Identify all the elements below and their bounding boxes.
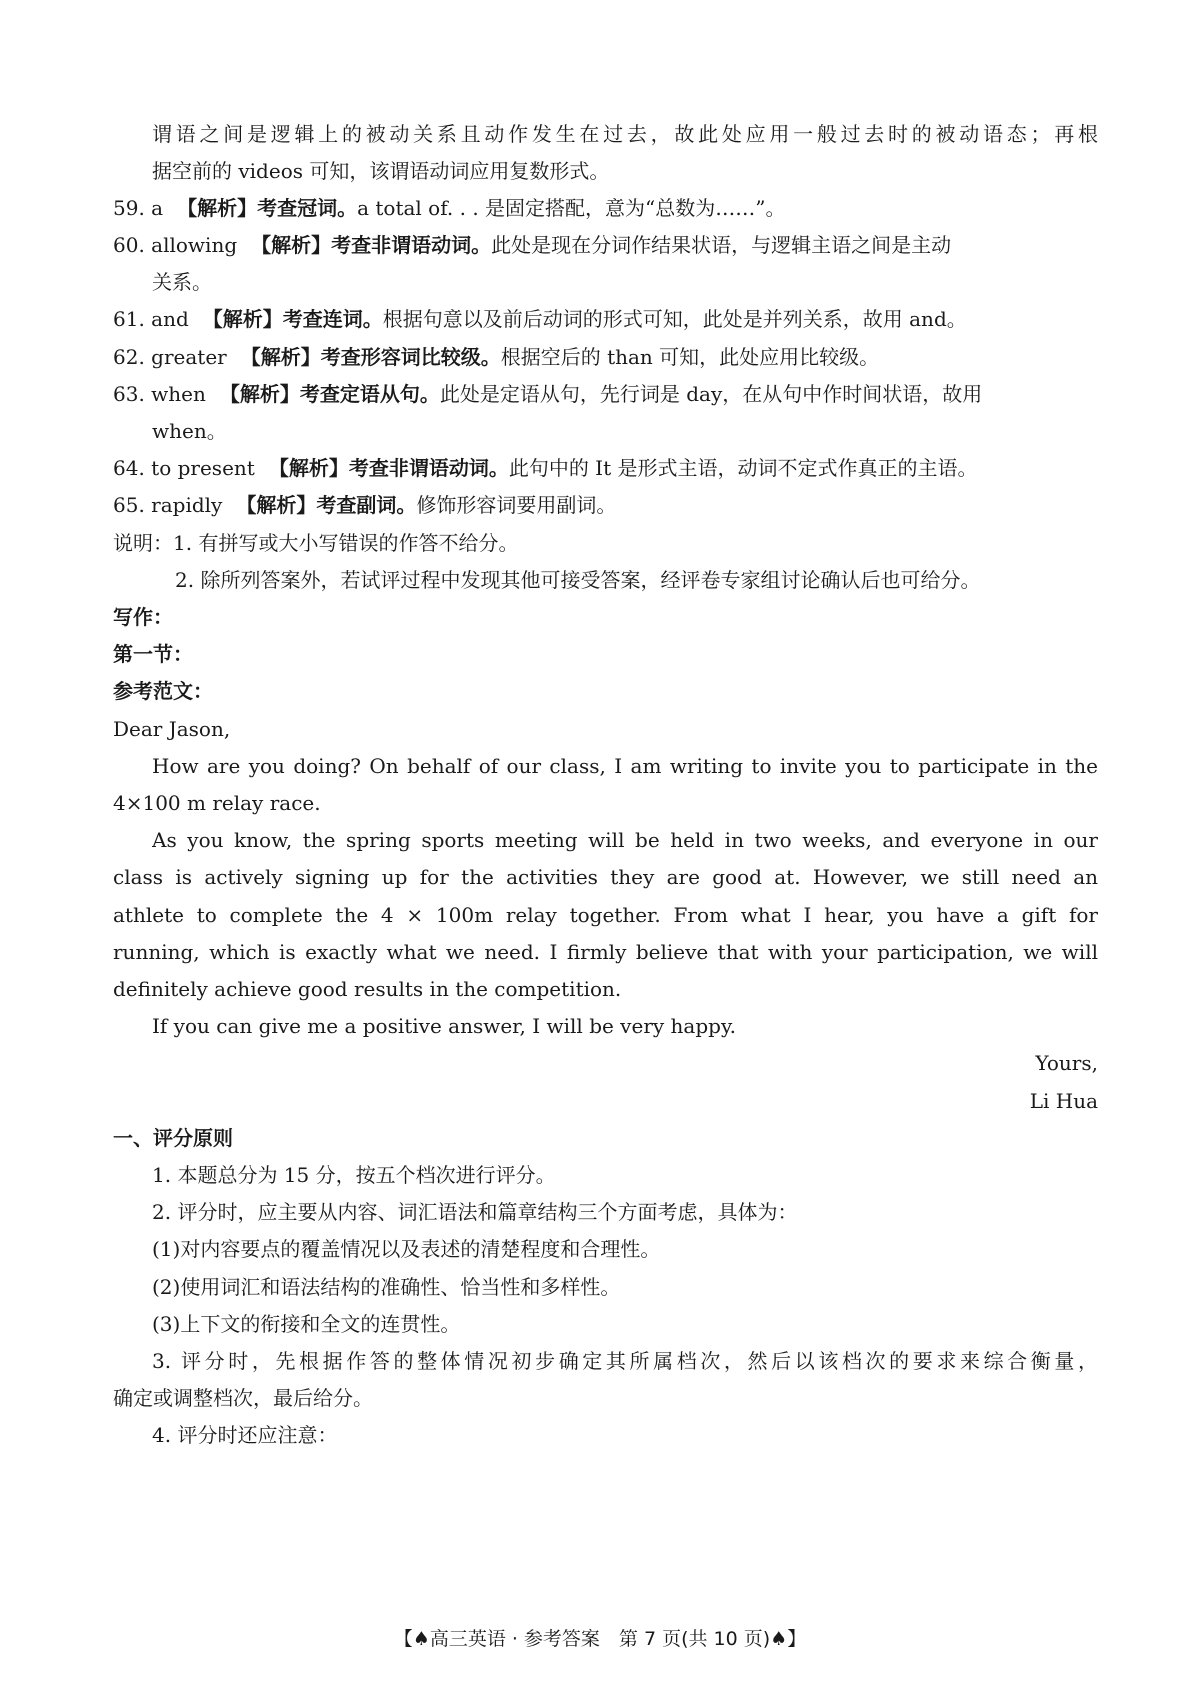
- answer-60-continued: 关系。: [152, 270, 212, 294]
- answer-number: 65. rapidly: [113, 493, 223, 517]
- answer-number: 62. greater: [113, 345, 227, 369]
- scoring-item: (1)对内容要点的覆盖情况以及表述的清楚程度和合理性。: [152, 1237, 661, 1261]
- text-line: 据空前的 videos 可知，该谓语动词应用复数形式。: [152, 159, 610, 183]
- heading-section-1: 第一节：: [113, 642, 193, 666]
- letter-greeting: Dear Jason,: [113, 717, 231, 741]
- heading-writing: 写作：: [113, 605, 173, 629]
- note-2: 2. 除所列答案外，若试评过程中发现其他可接受答案，经评卷专家组讨论确认后也可给分。: [175, 568, 981, 592]
- answer-59: [113, 194, 1098, 222]
- answer-60: [113, 231, 1098, 259]
- analysis-tag: 【解析】考查形容词比较级。: [240, 345, 501, 369]
- analysis-tag: 【解析】考查定语从句。: [219, 382, 440, 406]
- answer-number: 64. to present: [113, 456, 255, 480]
- scoring-item: 2. 评分时，应主要从内容、词汇语法和篇章结构三个方面考虑，具体为：: [152, 1200, 798, 1224]
- letter-paragraph-line: 4×100 m relay race.: [113, 791, 321, 815]
- analysis-tag: 【解析】考查冠词。: [177, 196, 358, 220]
- answer-62: [113, 343, 1098, 371]
- analysis-tag: 【解析】考查副词。: [236, 493, 417, 517]
- analysis-tag: 【解析】考查连词。: [202, 307, 383, 331]
- scoring-item: (3)上下文的衔接和全文的连贯性。: [152, 1312, 461, 1336]
- scoring-item: 1. 本题总分为 15 分，按五个档次进行评分。: [152, 1163, 556, 1187]
- answer-number: 60. allowing: [113, 233, 238, 257]
- letter-paragraph-line: athlete to complete the 4 × 100m relay together. From what I hear, you have a gift for: [113, 903, 1098, 927]
- answer-63-continued: when。: [152, 419, 227, 443]
- answer-65: [113, 491, 1098, 519]
- analysis-text: 修饰形容词要用副词。: [416, 493, 617, 517]
- analysis-text: 根据空后的 than 可知，此处应用比较级。: [500, 345, 880, 369]
- answer-61: [113, 305, 1098, 333]
- analysis-tag: 【解析】考查非谓语动词。: [268, 456, 509, 480]
- letter-paragraph-line: If you can give me a positive answer, I will be very happy.: [152, 1014, 736, 1038]
- answer-number: 63. when: [113, 382, 206, 406]
- letter-signature: Li Hua: [1029, 1089, 1098, 1113]
- letter-closing: Yours,: [1035, 1051, 1098, 1075]
- note-1: 说明：1. 有拼写或大小写错误的作答不给分。: [113, 531, 519, 555]
- letter-paragraph-line: definitely achieve good results in the competition.: [113, 977, 622, 1001]
- page-footer: 【♠高三英语 · 参考答案 第 7 页(共 10 页)♠】: [393, 1628, 807, 1650]
- analysis-text: a total of. . . 是固定搭配，意为“总数为……”。: [357, 196, 786, 220]
- letter-paragraph-line: class is actively signing up for the activities they are good at. However, we still need an: [113, 865, 1098, 889]
- scoring-item: 确定或调整档次，最后给分。: [113, 1386, 373, 1410]
- letter-paragraph-line: As you know, the spring sports meeting will be held in two weeks, and everyone in our: [152, 828, 1098, 852]
- scoring-item: (2)使用词汇和语法结构的准确性、恰当性和多样性。: [152, 1275, 621, 1299]
- scoring-item: 4. 评分时还应注意：: [152, 1423, 338, 1447]
- analysis-tag: 【解析】考查非谓语动词。: [251, 233, 492, 257]
- answer-63: [113, 380, 1098, 408]
- analysis-text: 此句中的 It 是形式主语，动词不定式作真正的主语。: [508, 456, 978, 480]
- analysis-text: 此处是现在分词作结果状语，与逻辑主语之间是主动: [491, 233, 952, 257]
- answer-64: [113, 454, 1098, 482]
- letter-paragraph-line: How are you doing? On behalf of our class, I am writing to invite you to participate in the: [152, 754, 1098, 778]
- analysis-text: 根据句意以及前后动词的形式可知，此处是并列关系，故用 and。: [382, 307, 967, 331]
- heading-scoring-principles: 一、评分原则: [113, 1126, 233, 1150]
- analysis-text: 此处是定语从句，先行词是 day，在从句中作时间状语，故用: [439, 382, 983, 406]
- scoring-item: 3. 评分时，先根据作答的整体情况初步确定其所属档次，然后以该档次的要求来综合衡量，: [152, 1349, 1098, 1373]
- answer-number: 61. and: [113, 307, 189, 331]
- heading-sample-essay: 参考范文：: [113, 679, 213, 703]
- letter-paragraph-line: running, which is exactly what we need. I firmly believe that with your participation, we will: [113, 940, 1098, 964]
- text-line: 谓语之间是逻辑上的被动关系且动作发生在过去，故此处应用一般过去时的被动语态；再根: [152, 122, 1098, 146]
- answer-number: 59. a: [113, 196, 164, 220]
